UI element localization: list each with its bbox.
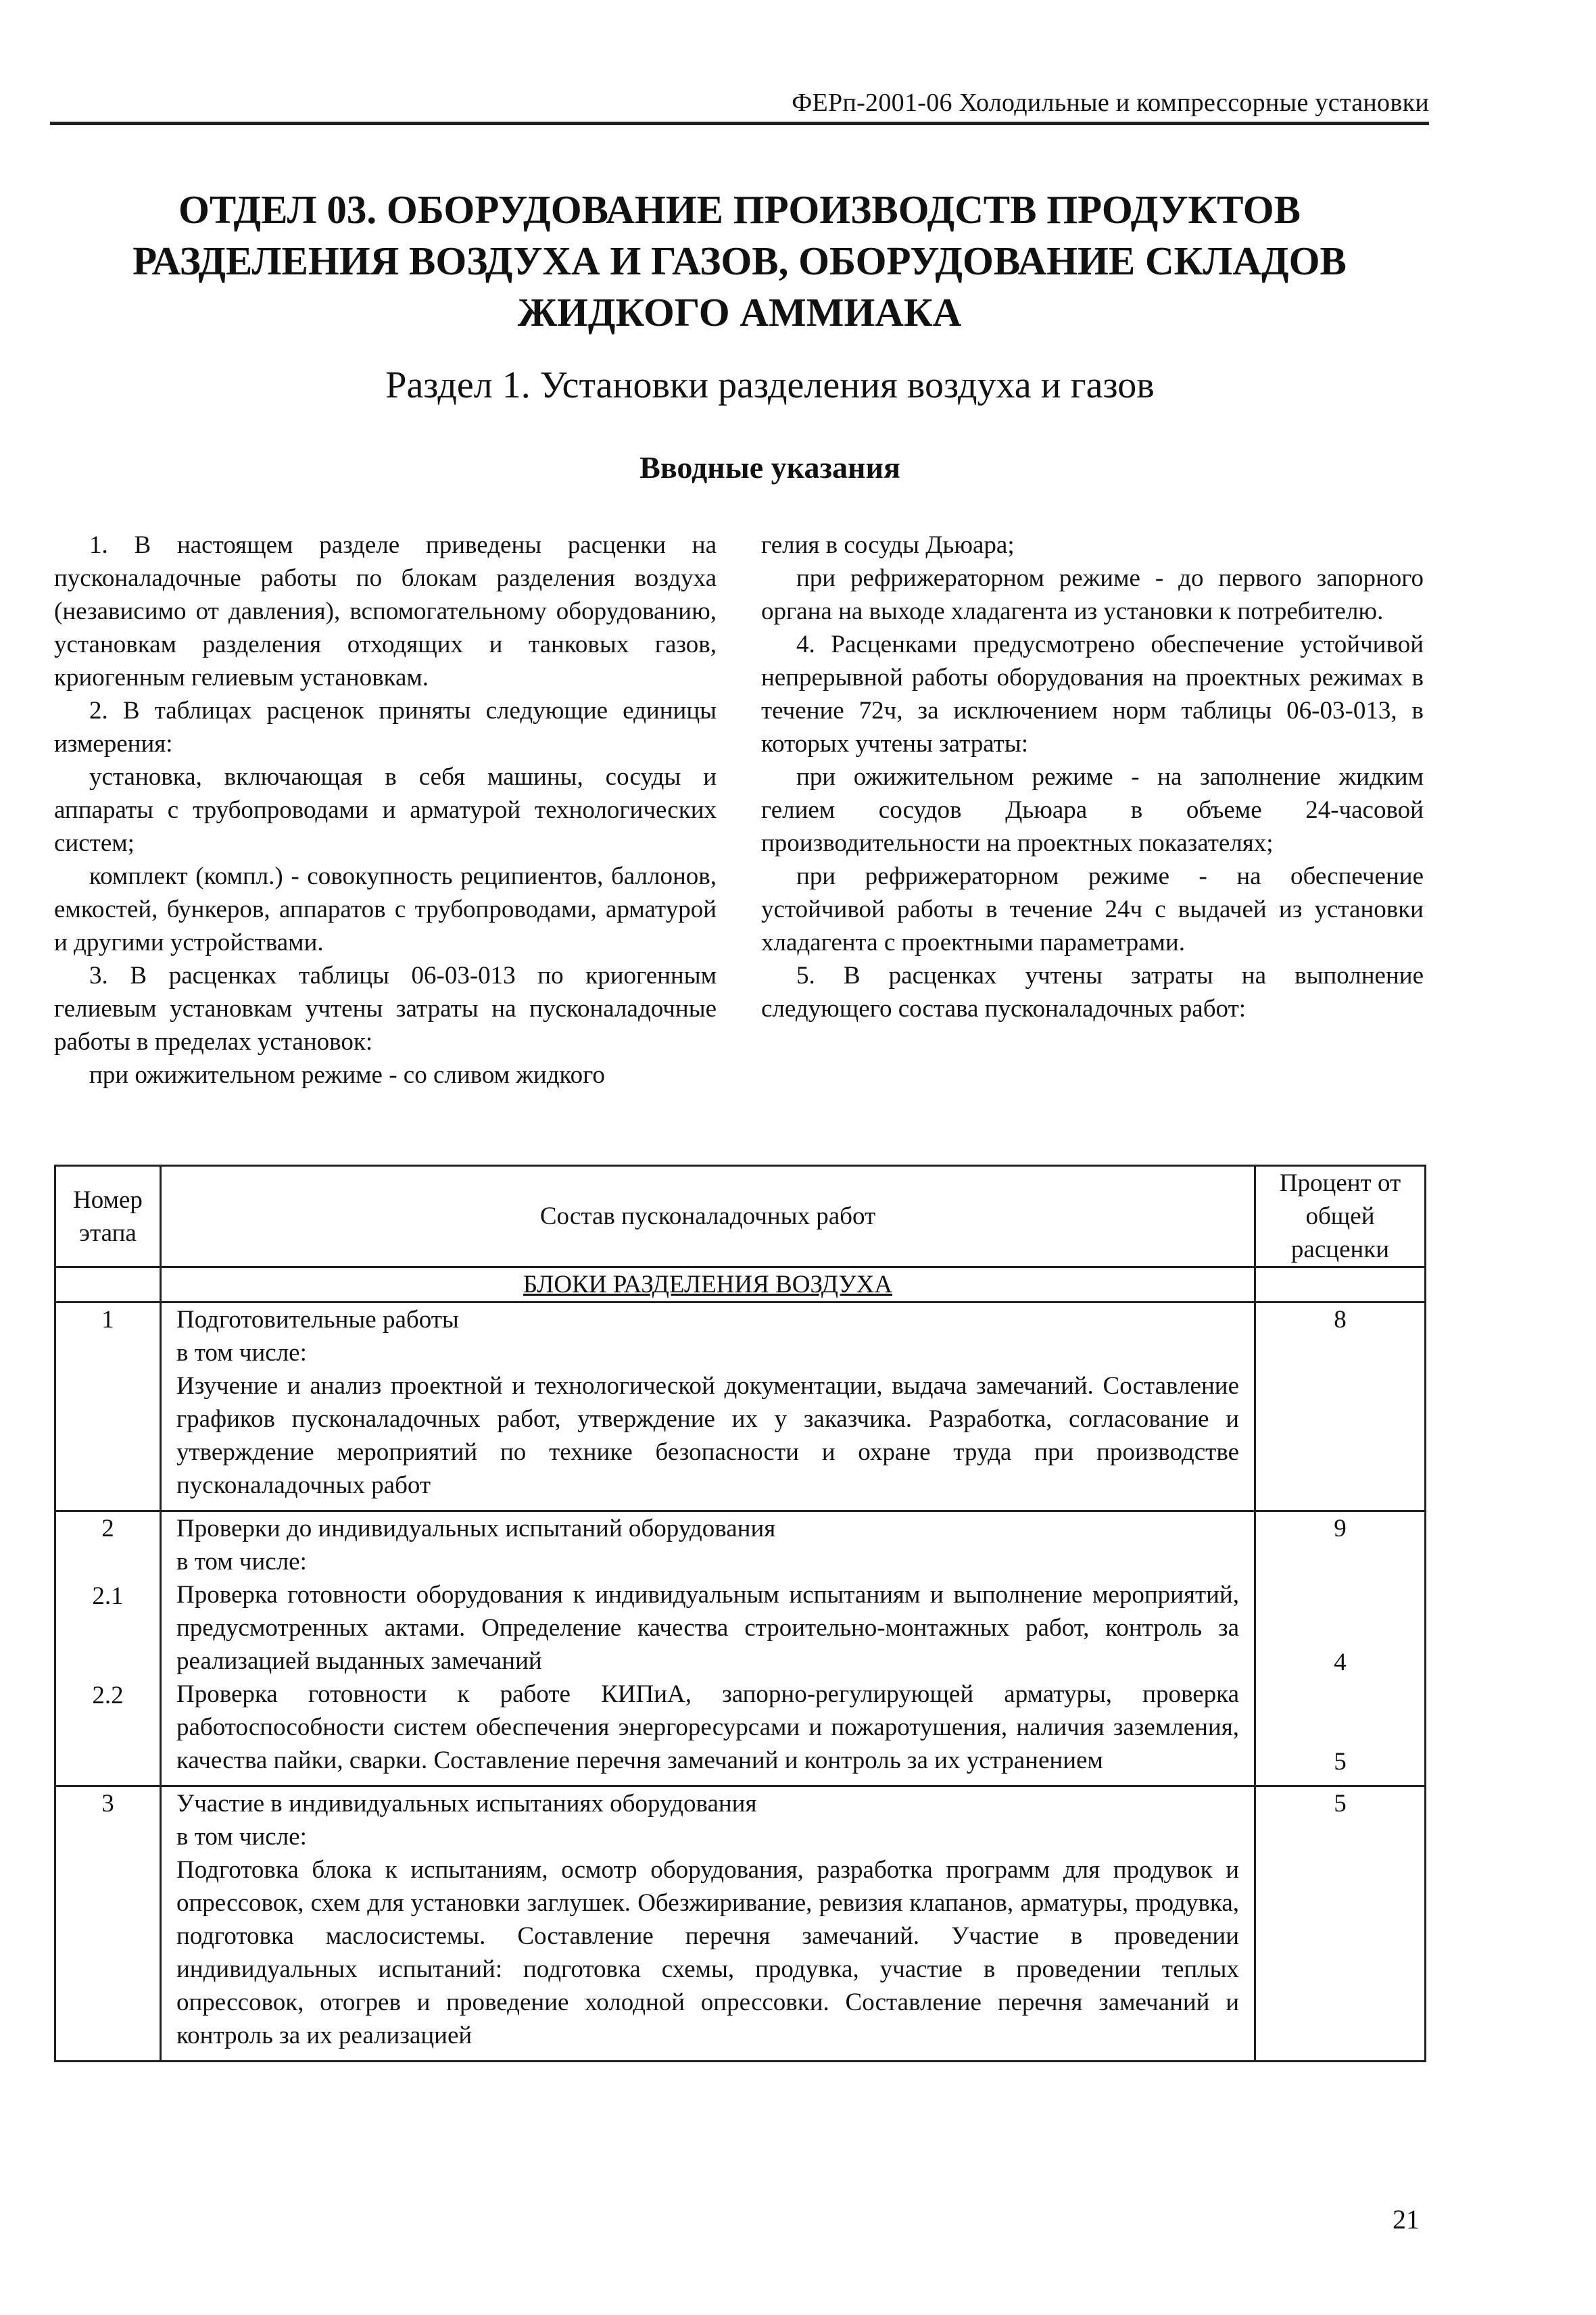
work-composition-table: [54, 1165, 1426, 2062]
composition-header: Состав пусконаладочных работ: [161, 1166, 1255, 1267]
stage-title: Подготовительные работы: [176, 1306, 459, 1334]
percent-cell: [1255, 1302, 1426, 1511]
stage-detail: Проверка готовности оборудования к индивидуальным испытаниям и выполнение мероприятий, предусмотренных актами. Определение качества строительно-монтажных работ, контроль за реализацией выданных замечаний: [176, 1581, 1239, 1675]
stage-number-cell: [55, 1511, 161, 1786]
block-title: БЛОКИ РАЗДЕЛЕНИЯ ВОЗДУХА: [161, 1267, 1255, 1302]
stage-number: 1: [101, 1306, 114, 1334]
stage-number-header: Номер этапа: [55, 1166, 161, 1267]
intro-paragraph: при ожижительном режиме - со сливом жидкого: [89, 1061, 605, 1089]
intro-column-left: [54, 529, 717, 1092]
stage-detail: Подготовка блока к испытаниям, осмотр оборудования, разработка программ для продувок и опрессовок, схем для установки заглушек. Обезжиривание, ревизия клапанов, арматуры, продувка, подготовка маслосистемы. Составление перечня замечаний. Участие в проведении индивидуальных испытаний: подготовка схемы, продувка, участие в проведении теплых опрессовок, отогрев и проведение холодной опрессовки. Составление перечня замечаний и контроль за их реализацией: [176, 1856, 1239, 2049]
page-number: 21: [1393, 2204, 1420, 2235]
intro-paragraph: 4. Расценками предусмотрено обеспечение устойчивой непрерывной работы оборудования на проектных режимах в течение 72ч, за исключением норм таблицы 06-03-013, в которых учтены затраты:: [761, 631, 1424, 758]
section-title: Раздел 1. Установки разделения воздуха и газов: [385, 364, 1155, 406]
intro-paragraph: при рефрижераторном режиме - на обеспечение устойчивой работы в течение 24ч с выдачей из установки хладагента с проектными параметрами.: [761, 862, 1424, 956]
percent-cell: [1255, 1786, 1426, 2062]
department-title: [50, 184, 1429, 338]
stage-title: Проверки до индивидуальных испытаний оборудования: [176, 1515, 776, 1542]
block-title-row: [55, 1267, 1426, 1302]
intro-column-right: [761, 529, 1424, 1025]
department-title-line: ОТДЕЛ 03. ОБОРУДОВАНИЕ ПРОИЗВОДСТВ ПРОДУКТОВ: [178, 187, 1301, 232]
percent-header: Процент от общей расценки: [1255, 1166, 1426, 1267]
empty-cell: [55, 1267, 161, 1302]
stage-number: 3: [101, 1790, 114, 1818]
table-row: [55, 1786, 1426, 2062]
percent-value: 8: [1334, 1306, 1347, 1334]
sub-stage-percent: 5: [1334, 1747, 1347, 1776]
stage-detail: Изучение и анализ проектной и технологической документации, выдача замечаний. Составление графиков пусконаладочных работ, утверждение их у заказчика. Разработка, согласование и утверждение мероприятий по технике безопасности и охране труда при производстве пусконаладочных работ: [176, 1372, 1239, 1499]
intro-paragraph: 3. В расценках таблицы 06-03-013 по криогенным гелиевым установкам учтены затраты на пусконаладочные работы в пределах установок:: [54, 962, 717, 1056]
stage-number: 2: [101, 1515, 114, 1542]
intro-paragraph: при ожижительном режиме - на заполнение жидким гелием сосудов Дьюара в объеме 24-часовой производительности на проектных показателях;: [761, 763, 1424, 857]
stage-detail: Проверка готовности к работе КИПиА, запорно-регулирующей арматуры, проверка работоспособности систем обеспечения энергоресурсами и пожаротушения, наличия заземления, качества пайки, сварки. Составление перечня замечаний и контроль за их устранением: [176, 1680, 1239, 1774]
stage-number-cell: [55, 1786, 161, 2062]
intro-paragraph: комплект (компл.) - совокупность реципиентов, баллонов, емкостей, бункеров, аппаратов с трубопроводами, арматурой и другими устройствами.: [54, 862, 717, 956]
percent-value: 9: [1334, 1515, 1347, 1542]
sub-stage-number: 2.1: [92, 1582, 124, 1610]
stage-subtitle: в том числе:: [176, 1339, 307, 1367]
intro-paragraph: 2. В таблицах расценок приняты следующие единицы измерения:: [54, 697, 717, 758]
intro-paragraph: 1. В настоящем разделе приведены расценки на пусконаладочные работы по блокам разделения воздуха (независимо от давления), вспомогательному оборудованию, установкам разделения отходящих и танковых газов, криогенным гелиевым установкам.: [54, 531, 717, 691]
stage-title: Участие в индивидуальных испытаниях оборудования: [176, 1790, 757, 1818]
empty-cell: [1255, 1267, 1426, 1302]
table-header-row: [55, 1166, 1426, 1267]
table-row: [55, 1511, 1426, 1786]
stage-description-cell: [161, 1302, 1255, 1511]
intro-paragraph: 5. В расценках учтены затраты на выполнение следующего состава пусконаладочных работ:: [761, 962, 1424, 1023]
percent-value: 5: [1334, 1790, 1347, 1818]
stage-description-cell: [161, 1511, 1255, 1786]
table-row: [55, 1302, 1426, 1511]
running-header: ФЕРп-2001-06 Холодильные и компрессорные установки: [792, 89, 1429, 117]
stage-description-cell: [161, 1786, 1255, 2062]
header-rule: [50, 122, 1429, 125]
stage-number-cell: [55, 1302, 161, 1511]
stage-subtitle: в том числе:: [176, 1823, 307, 1851]
sub-stage-percent: 4: [1334, 1648, 1347, 1676]
sub-stage-number: 2.2: [92, 1681, 124, 1709]
department-title-line: ЖИДКОГО АММИАКА: [517, 290, 962, 335]
intro-paragraph: при рефрижераторном режиме - до первого запорного органа на выходе хладагента из установки к потребителю.: [761, 564, 1424, 625]
intro-paragraph: гелия в сосуды Дьюара;: [761, 531, 1015, 559]
stage-subtitle: в том числе:: [176, 1548, 307, 1576]
intro-title: Вводные указания: [639, 450, 900, 485]
table-body: [55, 1267, 1426, 2062]
department-title-line: РАЗДЕЛЕНИЯ ВОЗДУХА И ГАЗОВ, ОБОРУДОВАНИЕ СКЛАДОВ: [132, 239, 1347, 283]
percent-cell: [1255, 1511, 1426, 1786]
intro-paragraph: установка, включающая в себя машины, сосуды и аппараты с трубопроводами и арматурой технологических систем;: [54, 763, 717, 857]
